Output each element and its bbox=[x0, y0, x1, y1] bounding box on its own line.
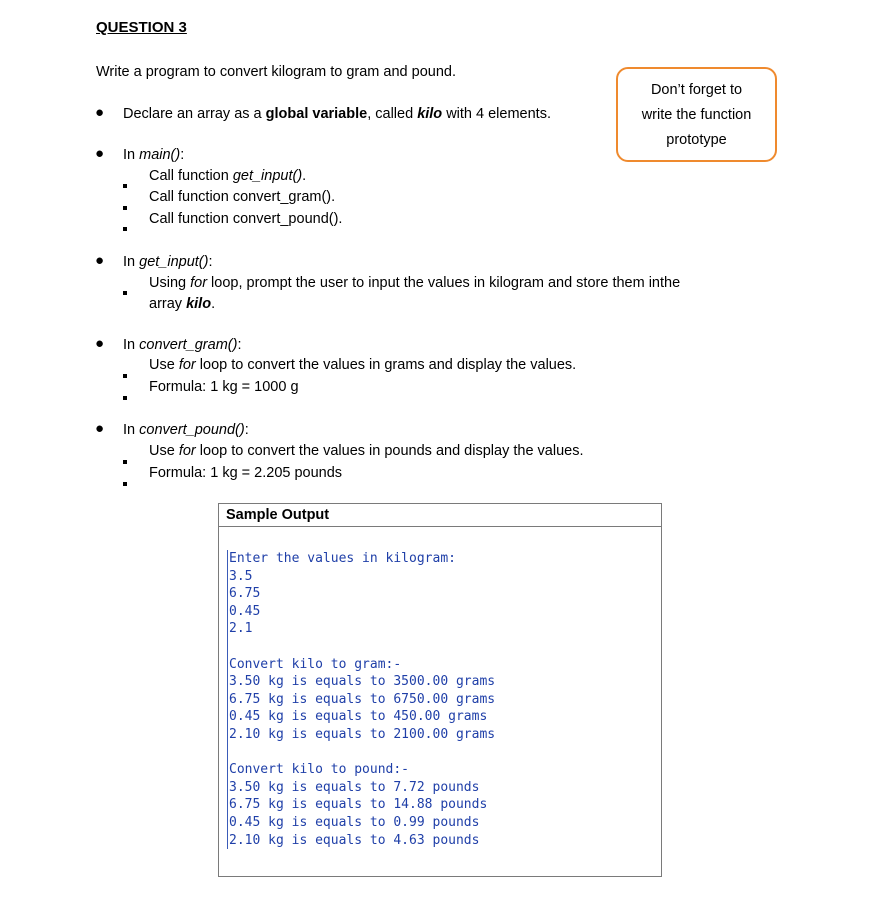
console-line: Enter the values in kilogram: bbox=[229, 551, 456, 566]
bullet-dot: ● bbox=[95, 252, 105, 269]
sub-item: Using for loop, prompt the user to input the values in kilogram and store them inthe bbox=[149, 275, 681, 291]
console-line: 6.75 kg is equals to 6750.00 grams bbox=[229, 691, 496, 707]
sub-bullet-marker bbox=[123, 282, 127, 300]
bullet-convert-gram: In convert_gram(): bbox=[123, 337, 242, 353]
sub-bullet-marker bbox=[123, 473, 127, 491]
sub-item: Use for loop to convert the values in pounds and display the values. bbox=[149, 443, 584, 459]
sub-item: Call function get_input(). bbox=[149, 168, 307, 184]
sub-item: Formula: 1 kg = 1000 g bbox=[149, 379, 299, 395]
console-line: Convert kilo to gram:- bbox=[229, 656, 402, 672]
console-line: Convert kilo to pound:- bbox=[229, 762, 410, 778]
sub-item: Call function convert_gram(). bbox=[149, 189, 336, 205]
console-line: 2.10 kg is equals to 2100.00 grams bbox=[229, 726, 496, 742]
console-output bbox=[227, 550, 649, 849]
sub-bullet-marker bbox=[123, 451, 127, 469]
prototype-reminder-callout bbox=[616, 67, 777, 162]
console-line: 3.5 bbox=[229, 568, 253, 584]
console-line: 0.45 bbox=[229, 603, 261, 619]
bullet-main: In main(): bbox=[123, 147, 185, 163]
question-intro: Write a program to convert kilogram to gram and pound. bbox=[96, 64, 456, 80]
sub-bullet-marker bbox=[123, 197, 127, 215]
sub-item: Use for loop to convert the values in grams and display the values. bbox=[149, 357, 577, 373]
console-line: 6.75 bbox=[229, 586, 261, 602]
sub-bullet-marker bbox=[123, 175, 127, 193]
sub-bullet-marker bbox=[123, 218, 127, 236]
console-line: 0.45 kg is equals to 0.99 pounds bbox=[229, 814, 480, 830]
console-line: 3.50 kg is equals to 7.72 pounds bbox=[229, 779, 480, 795]
console-line: 0.45 kg is equals to 450.00 grams bbox=[229, 709, 488, 725]
sub-bullet-marker bbox=[123, 365, 127, 383]
bullet-get-input: In get_input(): bbox=[123, 254, 213, 270]
sub-item: Formula: 1 kg = 2.205 pounds bbox=[149, 465, 343, 481]
bullet-dot: ● bbox=[95, 145, 105, 162]
bullet-convert-pound: In convert_pound(): bbox=[123, 422, 249, 438]
sub-item-continuation: array kilo. bbox=[149, 296, 216, 312]
callout-line: prototype bbox=[666, 132, 727, 148]
bullet-global-array: Declare an array as a global variable, called kilo with 4 elements. bbox=[123, 106, 551, 122]
sub-item: Call function convert_pound(). bbox=[149, 211, 343, 227]
console-line: 2.10 kg is equals to 4.63 pounds bbox=[229, 832, 480, 848]
console-line: 2.1 bbox=[229, 621, 253, 637]
callout-line: Don’t forget to bbox=[650, 82, 743, 98]
callout-line: write the function bbox=[641, 107, 752, 123]
sub-bullet-marker bbox=[123, 387, 127, 405]
question-title: QUESTION 3 bbox=[96, 19, 187, 36]
console-line: 6.75 kg is equals to 14.88 pounds bbox=[229, 797, 488, 813]
sample-output-header: Sample Output bbox=[219, 504, 661, 527]
bullet-dot: ● bbox=[95, 335, 105, 352]
sample-output-box bbox=[218, 503, 662, 877]
bullet-dot: ● bbox=[95, 104, 105, 121]
console-line: 3.50 kg is equals to 3500.00 grams bbox=[229, 674, 496, 690]
bullet-dot: ● bbox=[95, 420, 105, 437]
